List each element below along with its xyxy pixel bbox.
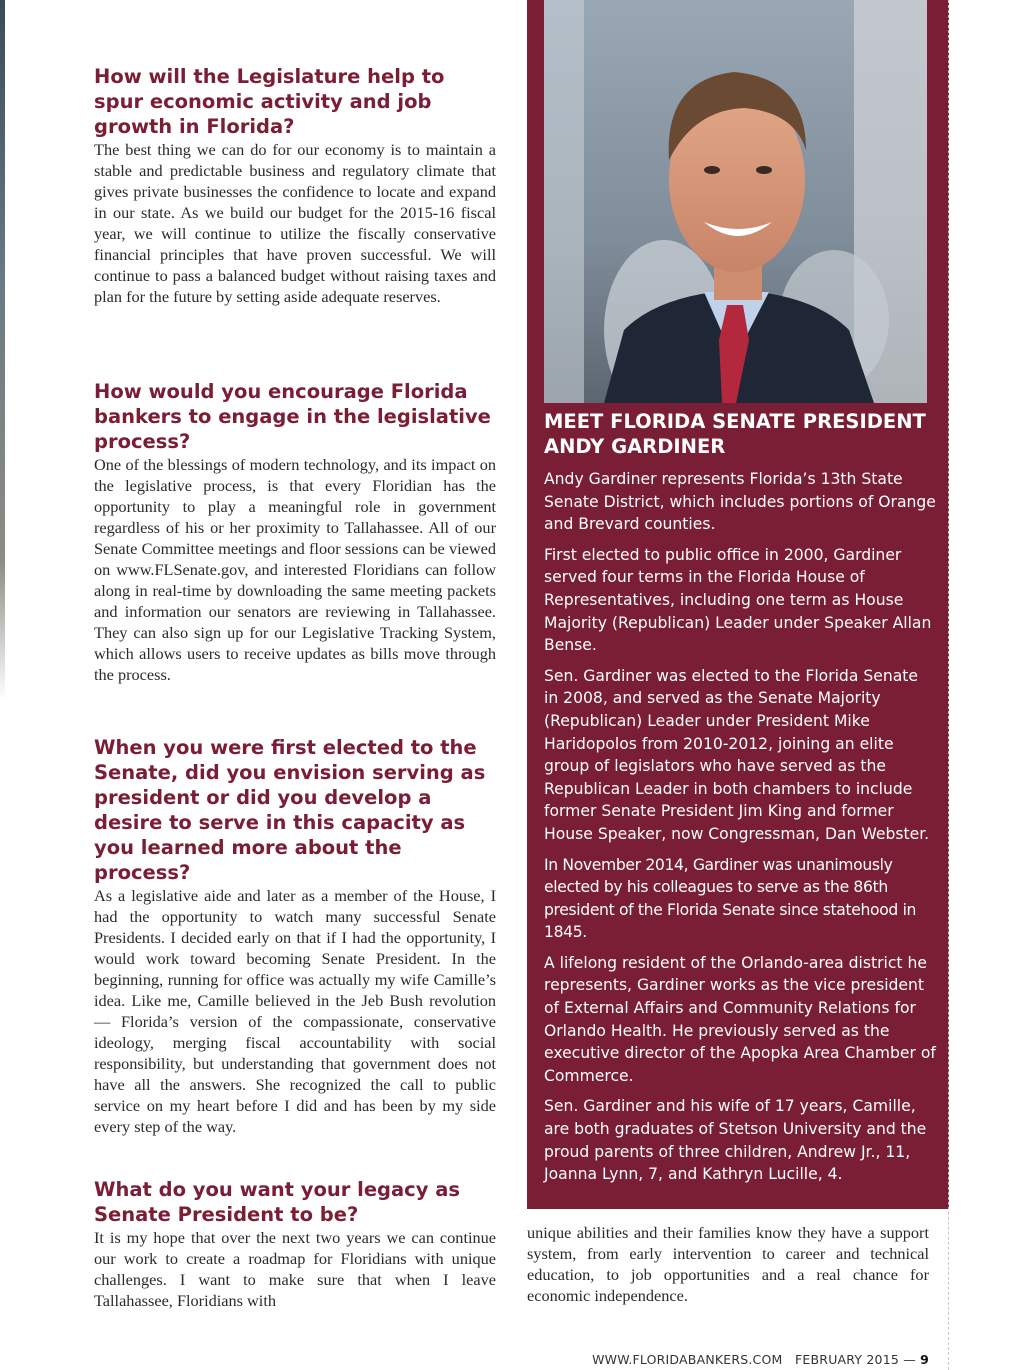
qa-block-4 — [94, 1177, 496, 1311]
portrait-photo — [544, 0, 927, 403]
sidebar-title: MEET FLORIDA SENATE PRESIDENT ANDY GARDINER — [544, 410, 926, 458]
bio-paragraph: Sen. Gardiner was elected to the Florida Senate in 2008, and served as the Senate Majority (Republican) Leader under President Mike Haridopolos from 2010-2012, joining an elite group of legislators who have served as the Republican Leader in both chambers to include former Senate President Jim King and former House Speaker, now Congressman, Dan Webster. — [544, 666, 930, 843]
question-4: What do you want your legacy as Senate President to be? — [94, 1178, 460, 1226]
page-footer — [592, 1352, 929, 1367]
answer-2: One of the blessings of modern technology, and its impact on the legislative process, is that every Floridian has the opportunity to play a meaningful role in government regardless of his or her proximity to Tallahassee. All of our Senate Committee meetings and floor sessions can be viewed on www.FLSenate.gov, and interested Floridians can follow along in real-time by downloading the same meeting packets and information our senators are reviewing in Tallahassee. They can also sign up for our Legislative Tracking System, which allows users to receive updates as bills move through the process. — [94, 455, 496, 684]
question-1: How will the Legislature help to spur economic activity and job growth in Florida? — [94, 65, 445, 138]
footer-issue-date: FEBRUARY 2015 — [795, 1352, 900, 1367]
bio-paragraph: In November 2014, Gardiner was unanimously elected by his colleagues to serve as the 86th president of the Florida Senate since statehood in 1845. — [544, 855, 917, 942]
bio-paragraph: First elected to public office in 2000, Gardiner served four terms in the Florida House of Representatives, including one term as House Majority (Republican) Leader under Speaker Allan Bense. — [544, 545, 932, 655]
qa-block-2 — [94, 379, 496, 685]
answer-1: The best thing we can do for our economy is to maintain a stable and predictable business and regulatory climate that gives private businesses the confidence to locate and expand in our state. As we build our budget for the 2015-16 fiscal year, we will continue to utilize the fiscally conservative financial principles that have proven successful. We will continue to pass a balanced budget without raising taxes and plan for the future by setting aside adequate reserves. — [94, 140, 496, 306]
page-number: 9 — [920, 1352, 929, 1367]
left-edge-photo-strip — [0, 0, 5, 700]
bio-paragraph: Sen. Gardiner and his wife of 17 years, Camille, are both graduates of Stetson University and the proud parents of three children, Andrew Jr., 11, Joanna Lynn, 7, and Kathryn Lucille, 4. — [544, 1097, 927, 1184]
sidebar-body — [544, 468, 936, 1194]
bio-sidebar — [527, 0, 949, 1209]
bio-paragraph: Andy Gardiner represents Florida’s 13th State Senate District, which includes portions of Orange and Brevard counties. — [544, 470, 936, 534]
qa-block-3 — [94, 735, 496, 1137]
footer-website: WWW.FLORIDABANKERS.COM — [592, 1352, 783, 1367]
bio-paragraph: A lifelong resident of the Orlando-area district he represents, Gardiner works as the vice president of External Affairs and Community Relations for Orlando Health. He previously served as the executive director of the Apopka Area Chamber of Commerce. — [544, 953, 936, 1085]
column-guide-line — [948, 0, 949, 1370]
footer-separator: — — [903, 1352, 916, 1367]
question-2: How would you encourage Florida bankers to engage in the legislative process? — [94, 380, 491, 453]
qa-block-1 — [94, 64, 496, 307]
answer-3: As a legislative aide and later as a member of the House, I had the opportunity to watch many successful Senate Presidents. I decided early on that if I had the opportunity, I would work toward becoming Senate President. In the beginning, running for office was actually my wife Camille’s idea. Like me, Camille believed in the Jeb Bush revolution — Florida’s version of the compassionate, conservative ideology, merging fiscal accountability with social responsibility, but understanding that government does not have all the answers. She recognized the call to public service on my heart before I did and has been by my side every step of the way. — [94, 886, 496, 1136]
portrait-illustration — [544, 0, 927, 403]
question-3: When you were first elected to the Senate, did you envision serving as president or did you develop a desire to serve in this capacity as you learned more about the process? — [94, 736, 486, 884]
continued-answer: unique abilities and their families know they have a support system, from early intervention to career and technical education, to job opportunities and a real chance for economic independence. — [527, 1223, 929, 1305]
answer-4: It is my hope that over the next two years we can continue our work to create a roadmap for Floridians with unique challenges. I want to make sure that when I leave Tallahassee, Floridians with — [94, 1228, 496, 1310]
